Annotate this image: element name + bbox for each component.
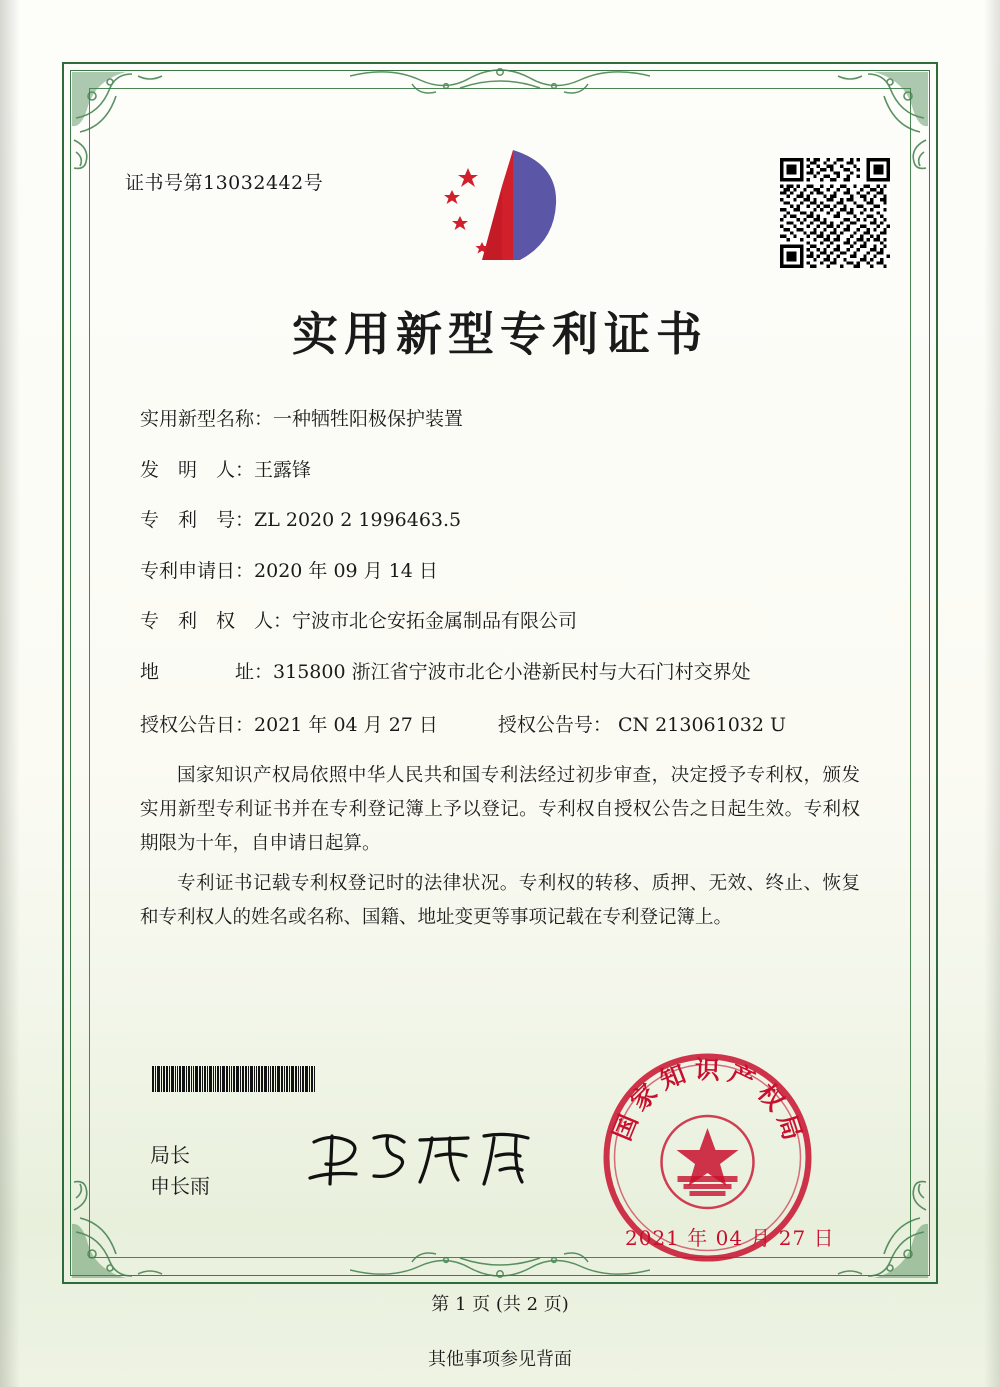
footer-note: 其他事项参见背面 <box>428 1349 572 1370</box>
legal-paragraph-1: 国家知识产权局依照中华人民共和国专利法经过初步审查，决定授予专利权，颁发实用新型专利证书并在专利登记簿上予以登记。专利权自授权公告之日起生效。专利权期限为十年，自申请日起算。 <box>140 764 860 854</box>
field-inventor <box>140 457 890 484</box>
barcode <box>152 1066 410 1092</box>
certificate-number: 证书号第13032442号 <box>125 172 324 194</box>
field-value: 2020 年 09 月 14 日 <box>254 559 438 582</box>
certificate-content <box>110 130 890 940</box>
scan-edge-shadow-right <box>984 0 1000 1387</box>
grant-publication-value: CN 213061032 U <box>617 713 787 736</box>
scan-edge-shadow-left <box>0 0 20 1387</box>
signature-block <box>150 1140 210 1202</box>
field-label: 实用新型名称： <box>140 408 274 430</box>
field-address <box>140 659 890 686</box>
field-value: 王露锋 <box>254 458 312 481</box>
field-patentee <box>140 608 890 635</box>
field-grant-row <box>140 710 890 737</box>
field-application-date <box>140 558 890 585</box>
field-label: 专 利 号： <box>140 509 255 532</box>
fields-list <box>110 406 890 737</box>
cnipa-logo-icon <box>430 142 580 272</box>
field-value: 一种牺牲阳极保护装置 <box>273 408 464 430</box>
field-utility-model-name <box>140 406 890 433</box>
director-title: 局长 <box>150 1143 190 1167</box>
legal-paragraph-2: 专利证书记载专利权登记时的法律状况。专利权的转移、质押、无效、终止、恢复和专利权人的姓名或名称、国籍、地址变更等事项记载在专利登记簿上。 <box>140 873 860 929</box>
page-number: 第 1 页 (共 2 页) <box>431 1294 569 1315</box>
page-title: 实用新型专利证书 <box>292 307 708 361</box>
svg-text:国家知识产权局: 国家知识产权局 <box>607 1054 810 1151</box>
field-label: 地 址： <box>140 660 274 683</box>
seal-date: 2021 年 04 月 27 日 <box>625 1226 835 1250</box>
field-value: ZL 2020 2 1996463.5 <box>254 509 462 532</box>
grant-publication-group <box>498 710 786 737</box>
grant-publication-label: 授权公告号： <box>497 713 612 736</box>
field-label: 专利申请日： <box>140 559 255 582</box>
field-patent-number <box>140 507 890 534</box>
field-label: 专 利 权 人： <box>140 610 293 633</box>
field-value: 宁波市北仑安拓金属制品有限公司 <box>292 610 578 633</box>
grant-date-label: 授权公告日： <box>140 713 255 736</box>
header-row <box>110 130 890 280</box>
director-name: 申长雨 <box>150 1174 210 1198</box>
handwritten-signature-icon <box>300 1122 550 1202</box>
qr-code <box>780 158 890 268</box>
field-value: 315800 浙江省宁波市北仑小港新民村与大石门村交界处 <box>273 660 751 683</box>
field-label: 发 明 人： <box>140 458 255 481</box>
grant-date-value: 2021 年 04 月 27 日 <box>254 713 438 736</box>
